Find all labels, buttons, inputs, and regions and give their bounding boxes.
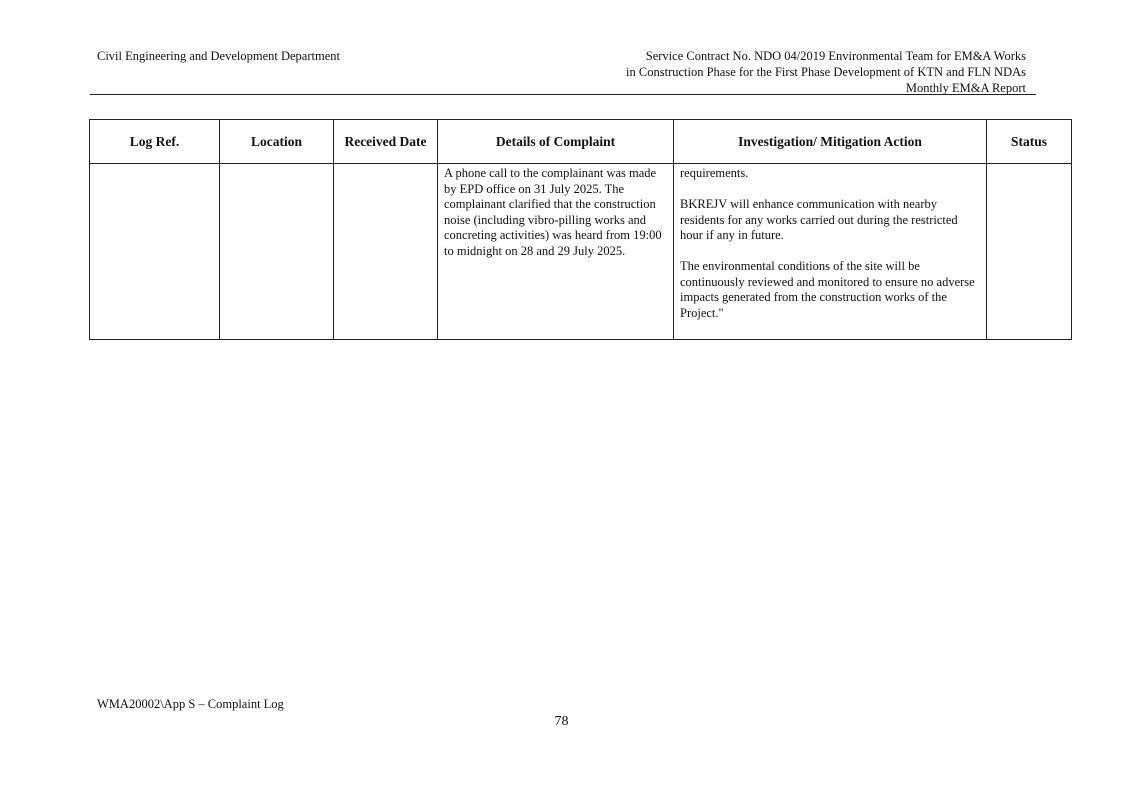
column-header-location: Location — [220, 120, 334, 164]
table-header-row — [90, 120, 1072, 164]
header-contract-line-2: in Construction Phase for the First Phase Development of KTN and FLN NDAs — [626, 65, 1026, 79]
cell-received-date — [334, 164, 438, 340]
cell-details: A phone call to the complainant was made by EPD office on 31 July 2025. The complainant clarified that the construction noise (including vibro-pilling works and concreting activities) was heard from 19:00 to midnight on 28 and 29 July 2025. — [438, 164, 674, 340]
complaint-log-table — [89, 119, 1072, 340]
cell-log-ref — [90, 164, 220, 340]
column-header-details: Details of Complaint — [438, 120, 674, 164]
header-contract-info — [626, 48, 1026, 96]
table-row — [90, 164, 1072, 340]
investigation-paragraph: The environmental conditions of the site will be continuously reviewed and monitored to ensure no adverse impacts generated from the construction works of the Project." — [680, 259, 975, 320]
header-divider — [90, 94, 1036, 95]
column-header-received-date: Received Date — [334, 120, 438, 164]
column-header-log-ref: Log Ref. — [90, 120, 220, 164]
column-header-investigation: Investigation/ Mitigation Action — [674, 120, 987, 164]
column-header-status: Status — [987, 120, 1072, 164]
footer-reference: WMA20002\App S – Complaint Log — [97, 697, 284, 711]
cell-investigation — [674, 164, 987, 340]
cell-location — [220, 164, 334, 340]
header-department: Civil Engineering and Development Department — [97, 49, 340, 63]
investigation-paragraph: requirements. — [680, 166, 749, 180]
page-number: 78 — [554, 714, 569, 729]
header-contract-line-1: Service Contract No. NDO 04/2019 Environmental Team for EM&A Works — [645, 49, 1026, 63]
cell-status — [987, 164, 1072, 340]
header-report-title: Monthly EM&A Report — [905, 81, 1026, 95]
investigation-paragraph: BKREJV will enhance communication with nearby residents for any works carried out during the restricted hour if any in future. — [680, 197, 958, 242]
